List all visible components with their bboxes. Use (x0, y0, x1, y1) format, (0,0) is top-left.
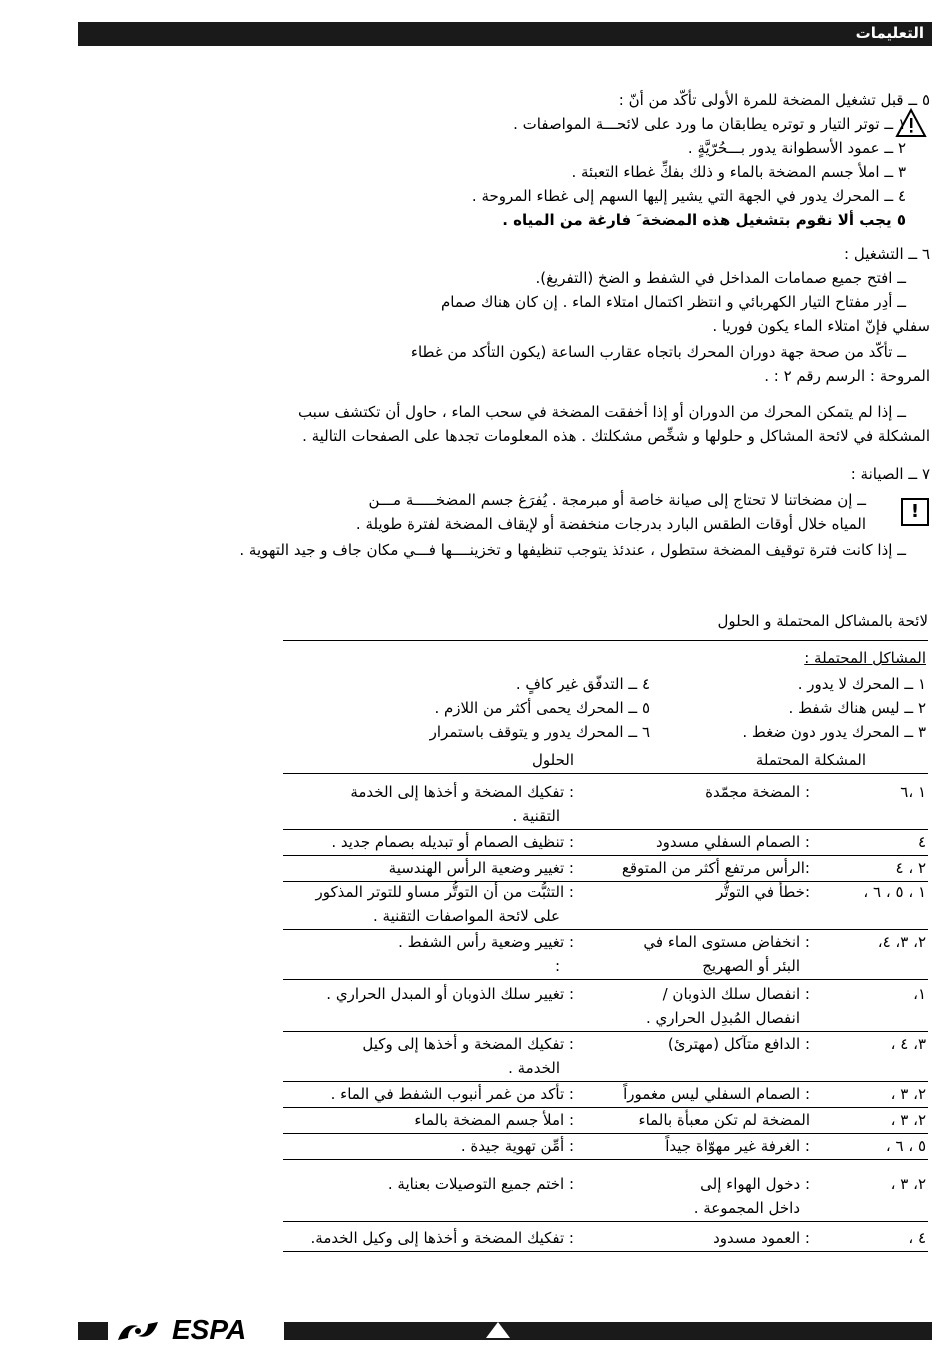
row-problem: : انفصال سلك الذوبان / (662, 985, 810, 1003)
row-solution: : اختم جميع التوصيلات بعناية . (387, 1175, 574, 1193)
row-problem: :خطأ في التوتُّر (716, 883, 810, 901)
row-problem: : دخول الهواء إلى (700, 1175, 810, 1193)
problem-list-item: ١ ــ المحرك لا يدور . (797, 675, 926, 693)
row-divider (283, 979, 928, 980)
row-solution: التقنية . (512, 807, 560, 825)
brand-name: ESPA (172, 1314, 247, 1345)
row-number: ٢ ، ٤ (895, 859, 926, 877)
row-solution: الخدمة . (508, 1059, 560, 1077)
section6-line: ــ إذا لم يتمكن المحرك من الدوران أو إذا أخفقت المضخة في سحب الماء ، حاول أن تكتشف سبب (297, 403, 906, 421)
row-problem: البئر أو الصهريج (702, 957, 800, 975)
row-problem: : العمود مسدود (713, 1229, 810, 1247)
row-solution: : املأ جسم المضخة بالماء (414, 1111, 574, 1129)
footer (78, 1314, 932, 1345)
row-number: ١، (913, 985, 926, 1003)
espa-logo-icon (114, 1318, 166, 1344)
row-solution: : تفكيك المضخة و أخذها إلى وكيل (362, 1035, 574, 1053)
section6-title: ٦ ــ التشغيل : (844, 245, 930, 263)
section5-item: ١ ــ توتر التيار و توتره يطابقان ما ورد على لائحـــة المواصفات . (513, 115, 906, 133)
problem-list-item: ٥ ــ المحرك يحمى أكثر من اللازم . (434, 699, 650, 717)
row-problem: : الصمام السفلي ليس مغموراً (623, 1085, 810, 1103)
row-problem: : الغرفة غير مهوّاة جيداً (665, 1137, 810, 1155)
page-title: التعليمات (855, 24, 924, 42)
row-number: ٢، ٣ ، (890, 1111, 926, 1129)
section5-item: ٢ ــ عمود الأسطوانة يدور بـــحُرّيَّةٍ . (687, 139, 906, 157)
row-divider (283, 1133, 928, 1134)
row-solution: : تفكيك المضخة و أخذها إلى الخدمة (350, 783, 574, 801)
section7-line: ــ إن مضخاتنا لا تحتاج إلى صيانة خاصة أو مبرمجة . يُفرَغ جسم المضخـــــة مـــن (368, 491, 866, 509)
problem-list-item: ٦ ــ المحرك يدور و يتوقف باستمرار (429, 723, 650, 741)
row-number: ١ ، ٥ ، ٦ ، (863, 883, 926, 901)
row-solution: : تنظيف الصمام أو تبديله بصمام جديد . (331, 833, 574, 851)
section6-line: المشكلة في لائحة المشاكل و حلولها و شخِّص مشكلتك . هذه المعلومات تجدها على الصفحات التالية . (302, 427, 930, 445)
row-solution: : تفكيك المضخة و أخذها إلى وكيل الخدمة. (310, 1229, 574, 1247)
row-number: ١ ،٦ (900, 783, 926, 801)
row-problem: المضخة لم تكن معبأة بالماء (638, 1111, 810, 1129)
section5-item: ٥ يجب ألا نقوم بتشغيل هذه المضخة َ فارغة من المياه . (502, 211, 906, 229)
section7-line: ــ إذا كانت فترة توقيف المضخة ستطول ، عندئذ يتوجب تنظيفها و تخزينــــها فـــي مكان جاف و جيد التهوية . (239, 541, 906, 559)
attention-icon: ! (901, 498, 929, 526)
row-problem: داخل المجموعة . (693, 1199, 800, 1217)
row-problem: : الدافع متآكل (مهترئ) (667, 1035, 810, 1053)
row-solution: على لائحة المواصفات التقنية . (372, 907, 560, 925)
triangle-icon (484, 1320, 512, 1340)
row-divider (283, 929, 928, 930)
row-solution: : تغيير وضعية الرأس الهندسية (388, 859, 574, 877)
row-number: ٢، ٣، ٤، (877, 933, 926, 951)
section6-line: المروحة : الرسم رقم ٢ : . (764, 367, 930, 385)
problems-subtitle: المشاكل المحتملة : (804, 649, 926, 667)
row-problem: : انخفاض مستوى الماء في (643, 933, 810, 951)
divider (283, 773, 928, 774)
row-number: ٢، ٣ ، (890, 1085, 926, 1103)
row-number: ٤ (917, 833, 926, 851)
footer-block (78, 1322, 108, 1340)
row-solution: : أمِّن تهوية جيدة . (460, 1137, 574, 1155)
col-problem-header: المشكلة المحتملة (755, 751, 866, 769)
section6-line: سفلي فإنّ امتلاء الماء يكون فوريا . (712, 317, 930, 335)
row-number: ٣، ٤ ، (890, 1035, 926, 1053)
row-problem: انفصال المُبدِل الحراري . (645, 1009, 800, 1027)
row-divider (283, 855, 928, 856)
row-solution: : تغيير سلك الذوبان أو المبدل الحراري . (326, 985, 574, 1003)
row-solution: : (554, 957, 560, 975)
row-divider (283, 1251, 928, 1252)
header-bar (78, 22, 932, 46)
row-number: ٢، ٣ ، (890, 1175, 926, 1193)
section7-title: ٧ ــ الصيانة : (850, 465, 930, 483)
problem-list-item: ٣ ــ المحرك يدور دون ضغط . (742, 723, 926, 741)
section6-line: ــ افتح جميع صمامات المداخل في الشفط و الضخ (التفريغ). (535, 269, 906, 287)
row-number: ٤ ، (908, 1229, 926, 1247)
section5-item: ٤ ــ المحرك يدور في الجهة التي يشير إليها السهم إلى غطاء المروحة . (471, 187, 906, 205)
row-divider (283, 1107, 928, 1108)
row-divider (283, 1159, 928, 1160)
footer-block (284, 1322, 932, 1340)
divider (283, 640, 928, 641)
section6-line: ــ تأكّد من صحة جهة دوران المحرك باتجاه عقارب الساعة (يكون التأكد من غطاء (410, 343, 906, 361)
row-solution: : تغيير وضعية رأس الشفط . (398, 933, 574, 951)
section5-item: ٣ ــ املأ جسم المضخة بالماء و ذلك بفكِّ غطاء التعبئة . (571, 163, 906, 181)
row-problem: : الصمام السفلي مسدود (655, 833, 810, 851)
row-divider (283, 1221, 928, 1222)
problem-list-item: ٤ ــ التدفّق غير كافٍ . (515, 675, 650, 693)
row-problem: :الرأس مرتفع أكثر من المتوقع (621, 859, 810, 877)
section6-line: ــ أدِر مفتاح التيار الكهربائي و انتظر اكتمال امتلاء الماء . إن كان هناك صمام (440, 293, 906, 311)
row-solution: : تأكد من غمر أنبوب الشفط في الماء . (330, 1085, 574, 1103)
row-solution: : التثبُّت من أن التوتُّر مساو للتوتر المذكور (315, 883, 574, 901)
row-problem: : المضخة مجمّدة (705, 783, 810, 801)
section7-line: المياه خلال أوقات الطقس البارد بدرجات منخفضة أو لإيقاف المضخة لفترة طويلة . (355, 515, 866, 533)
row-number: ٥ ، ٦ ، (885, 1137, 926, 1155)
col-solution-header: الحلول (531, 751, 574, 769)
problem-list-item: ٢ ــ ليس هناك شفط . (788, 699, 926, 717)
section5-title: ٥ ــ قبل تشغيل المضخة للمرة الأولى تأكّد من أنّ : (618, 91, 930, 109)
problems-title: لائحة بالمشاكل المحتملة و الحلول (717, 612, 928, 630)
